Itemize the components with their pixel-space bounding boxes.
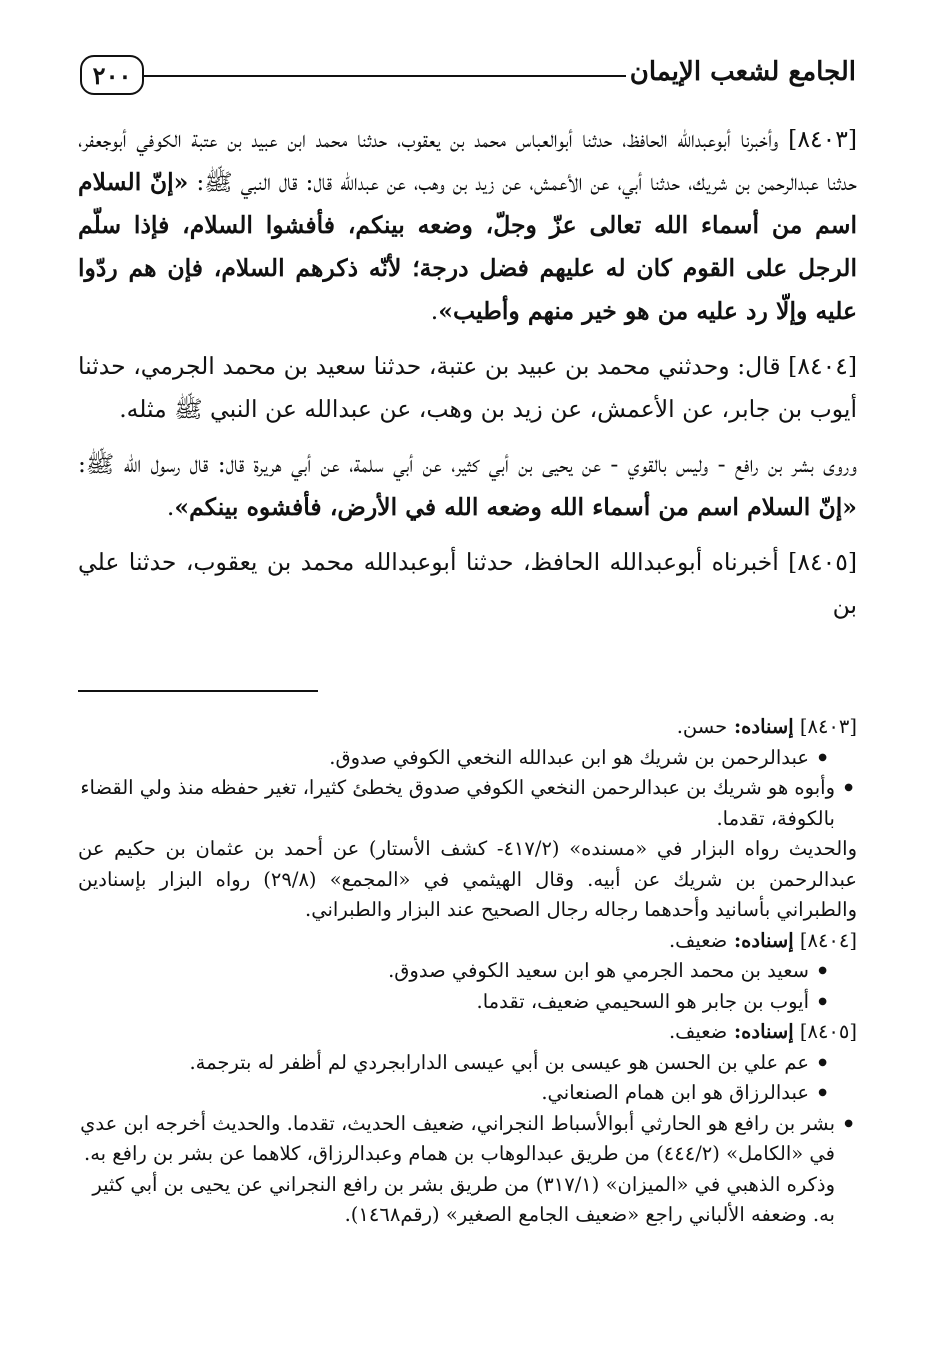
page-number-badge <box>80 55 144 95</box>
note-8405-bullet-2: ● عبدالرزاق هو ابن همام الصنعاني. <box>78 1078 857 1109</box>
hadith-8403-chain: [٨٤٠٣] وأخبرنا أبوعبدالله الحافظ، حدثنا أبوالعباس محمد بن يعقوب، حدثنا محمد ابن عبيد بن عتبة الكوفي أبوجعفر، حدثنا عبدالرحمن بن شريك، حدثنا أبي، عن الأعمش، عن زيد بن وهب، عن عبدالله قال: قال النبي ﷺ: <box>78 125 857 196</box>
page-number: ٢٠٠ <box>92 60 132 90</box>
note-8405-bullet-3: ● بشر بن رافع هو الحارثي أبوالأسباط النجراني، ضعيف الحديث، تقدما. والحديث أخرجه ابن عدي في «الكامل» (٤٤٤/٢) من طريق عبدالوهاب بن همام وعبدالرزاق، كلاهما عن بشر بن رافع به. وذكره الذهبي في «الميزان» (٣١٧/١) من طريق بشر بن رافع النجراني عن يحيى بن أبي كثير به. وضعفه الألباني راجع «ضعيف الجامع الصغير» (رقم١٤٦٨). <box>78 1109 857 1231</box>
hadith-8404: [٨٤٠٤] قال: وحدثني محمد بن عبيد بن عتبة، حدثنا سعيد بن محمد الجرمي، حدثنا أيوب بن جابر، عن الأعمش، عن زيد بن وهب، عن عبدالله عن النبي ﷺ مثله. <box>78 352 857 423</box>
note-label: إسناده: <box>727 715 794 738</box>
footnotes <box>78 712 857 1231</box>
note-8403-bullet-1: ● عبدالرحمن بن شريك هو ابن عبدالله النخعي الكوفي صدوق. <box>78 743 857 774</box>
hadith-abu-hurayra-end: . <box>166 493 175 521</box>
hadith-8403-end: . <box>430 297 439 325</box>
note-ref: [٨٤٠٤] <box>793 928 857 952</box>
hadith-abu-hurayra-chain: وروى بشر بن رافع - وليس بالقوي - عن يحيى بن أبي كثير، عن أبي سلمة، عن أبي هريرة قال: قال رسول الله ﷺ: <box>78 450 857 478</box>
page-header <box>80 55 856 101</box>
hadith-8403 <box>78 118 857 333</box>
note-8405-heading <box>78 1017 857 1048</box>
note-8403-heading <box>78 712 857 743</box>
note-grade: ضعيف. <box>668 1020 728 1043</box>
note-8403-text: والحديث رواه البزار في «مسنده» (٤١٧/٢- كشف الأستار) عن أحمد بن عثمان بن حكيم عن عبدالرحمن بن شريك عن أبيه. وقال الهيثمي في «المجمع» (٢٩/٨) رواه البزار بإسنادين والطبراني بأسانيد وأحدهما رجاله رجال الصحيح عند البزار والطبراني. <box>78 837 857 921</box>
note-8404-bullet-1: ● سعيد بن محمد الجرمي هو ابن سعيد الكوفي صدوق. <box>78 956 857 987</box>
note-8404-heading <box>78 926 857 957</box>
hadith-abu-hurayra-matn: «إنّ السلام اسم من أسماء الله وضعه الله في الأرض، فأفشوه بينكم» <box>174 493 857 521</box>
note-8404-bullet-2: ● أيوب بن جابر هو السحيمي ضعيف، تقدما. <box>78 987 857 1018</box>
header-rule <box>144 75 626 77</box>
footnote-divider <box>78 690 318 692</box>
book-title: الجامع لشعب الإيمان <box>629 57 856 87</box>
note-ref: [٨٤٠٥] <box>793 1020 857 1043</box>
note-label: إسناده: <box>727 1020 794 1043</box>
note-grade: حسن. <box>676 715 728 738</box>
note-8405-bullet-1: ● عم علي بن الحسن هو عيسى بن أبي عيسى الدارابجردي لم أظفر له بترجمة. <box>78 1048 857 1079</box>
note-label: إسناده: <box>727 928 794 952</box>
note-ref: [٨٤٠٣] <box>793 715 857 738</box>
main-text <box>78 118 857 639</box>
hadith-abu-hurayra <box>78 443 857 529</box>
note-grade: ضعيف. <box>668 928 728 952</box>
hadith-8403-matn: «إنّ السلام اسم من أسماء الله تعالى عزّ وجلّ، وضعه بينكم، فأفشوا السلام، فإذا سلّم الرجل على القوم كان له عليهم فضل درجة؛ لأنّه ذكرهم السلام، فإن هم ردّوا عليه وإلّا رد عليه من هو خير منهم وأطيب» <box>78 168 857 325</box>
note-8403-bullet-2: ● وأبوه هو شريك بن عبدالرحمن النخعي الكوفي صدوق يخطئ كثيرا، تغير حفظه منذ ولي القضاء بالكوفة، تقدما. <box>78 773 857 834</box>
hadith-8405: [٨٤٠٥] أخبرناه أبوعبدالله الحافظ، حدثنا أبوعبدالله محمد بن يعقوب، حدثنا علي بن <box>78 548 857 619</box>
